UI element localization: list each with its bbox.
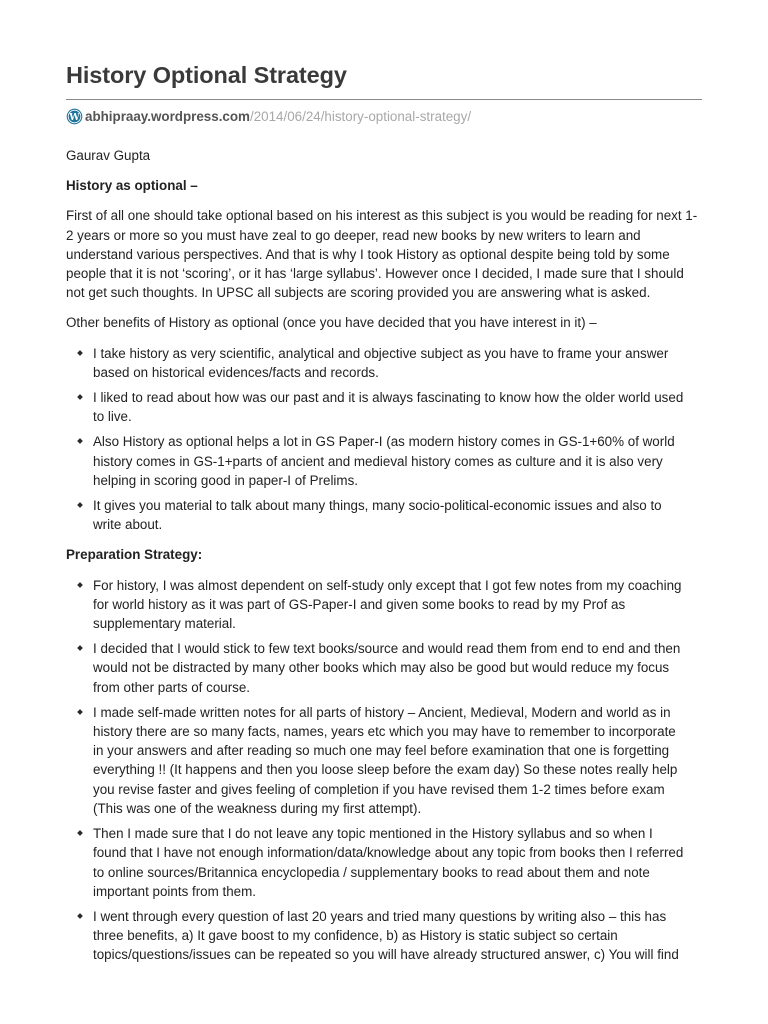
source-domain[interactable]: abhipraay.wordpress.com bbox=[85, 108, 250, 124]
list-item-line: in your answers and after reading so much one may feel before examination that one is forgetting bbox=[93, 743, 670, 759]
list-item-line: would not be distracted by many other books which may also be good but would reduce my focus bbox=[93, 660, 670, 676]
list-item-line: Then I made sure that I do not leave any topic mentioned in the History syllabus and so when I bbox=[93, 826, 653, 842]
list-item bbox=[66, 496, 706, 534]
section-heading-preparation: Preparation Strategy: bbox=[66, 547, 203, 563]
bullet-icon bbox=[77, 830, 83, 836]
source-path[interactable]: /2014/06/24/history-optional-strategy/ bbox=[249, 108, 472, 124]
list-item bbox=[66, 432, 706, 490]
list-item bbox=[66, 824, 706, 901]
list-item-line: I made self-made written notes for all parts of history – Ancient, Medieval, Modern and world as in bbox=[93, 704, 671, 720]
source-link[interactable] bbox=[66, 107, 471, 125]
list-item bbox=[66, 388, 706, 426]
benefits-list bbox=[66, 344, 706, 535]
bullet-icon bbox=[77, 439, 83, 445]
list-item bbox=[66, 639, 706, 697]
bullet-icon bbox=[77, 913, 83, 919]
benefits-intro: Other benefits of History as optional (once you have decided that you have interest in it) – bbox=[66, 315, 597, 331]
list-item bbox=[66, 576, 706, 634]
list-item-line: supplementary material. bbox=[93, 616, 236, 632]
list-item-line: I decided that I would stick to few text books/source and would read them from end to end and then bbox=[93, 641, 681, 657]
bullet-icon bbox=[77, 645, 83, 651]
list-item-line: for world history as it was part of GS-Paper-I and given some books to read by my Prof as bbox=[93, 596, 626, 612]
list-item-line: to live. bbox=[93, 409, 132, 425]
list-item-line: It gives you material to talk about many things, many socio-political-economic issues and also to bbox=[93, 498, 662, 514]
list-item-line: I take history as very scientific, analytical and objective subject as you have to frame your answer bbox=[93, 345, 669, 361]
list-item-line: topics/questions/issues can be repeated so you will have already structured answer, c) You will find bbox=[93, 947, 679, 963]
list-item-line: Also History as optional helps a lot in GS Paper-I (as modern history comes in GS-1+60% of world bbox=[93, 434, 675, 450]
paragraph-line: understand various perspectives. And that is why I took History as optional despite being told by some bbox=[66, 246, 670, 262]
article-body bbox=[66, 146, 706, 976]
list-item-line: from other parts of course. bbox=[93, 679, 251, 695]
list-item-line: based on historical evidences/facts and records. bbox=[93, 364, 379, 380]
title-divider bbox=[66, 99, 702, 100]
bullet-icon bbox=[77, 502, 83, 508]
paragraph-line: 2 years or more so you must have zeal to go deeper, read new books by new writers to learn and bbox=[66, 227, 641, 243]
list-item-line: history there are so many facts, names, years etc which you may have to remember to incorporate bbox=[93, 724, 676, 740]
list-item bbox=[66, 344, 706, 382]
list-item-line: write about. bbox=[93, 517, 163, 533]
list-item-line: three benefits, a) It gave boost to my confidence, b) as History is static subject so certain bbox=[93, 928, 618, 944]
bullet-icon bbox=[77, 350, 83, 356]
bullet-icon bbox=[77, 709, 83, 715]
list-item-line: I went through every question of last 20 years and tried many questions by writing also – this has bbox=[93, 908, 667, 924]
list-item-line: For history, I was almost dependent on self-study only except that I got few notes from my coaching bbox=[93, 577, 682, 593]
list-item-line: I liked to read about how was our past and it is always fascinating to know how the older world used bbox=[93, 390, 684, 406]
list-item bbox=[66, 907, 706, 965]
list-item-line: important points from them. bbox=[93, 883, 256, 899]
preparation-list bbox=[66, 576, 706, 965]
list-item-line: you revise faster and gives feeling of completion if you have revised them 1-2 times before exam bbox=[93, 781, 665, 797]
list-item-line: found that I have not enough information/data/knowledge about any topic from books then I referred bbox=[93, 845, 684, 861]
section-heading-optional: History as optional – bbox=[66, 178, 198, 194]
list-item-line: to online sources/Britannica encyclopedia / supplementary books to read about them and note bbox=[93, 864, 650, 880]
paragraph-line: people that it is not ‘scoring’, or it has ‘large syllabus’. However once I decided, I made sure that I should bbox=[66, 266, 684, 282]
list-item-line: (This was one of the weakness during my first attempt). bbox=[93, 800, 422, 816]
page-title: History Optional Strategy bbox=[66, 62, 347, 88]
bullet-icon bbox=[77, 582, 83, 588]
author-name: Gaurav Gupta bbox=[66, 148, 151, 163]
intro-paragraph bbox=[66, 206, 706, 302]
bullet-icon bbox=[77, 394, 83, 400]
list-item-line: history comes in GS-1+parts of ancient and medieval history comes as culture and it is also very bbox=[93, 453, 663, 469]
list-item bbox=[66, 703, 706, 818]
list-item-line: everything !! (It happens and then you loose sleep before the exam day) So these notes really help bbox=[93, 762, 678, 778]
wordpress-icon bbox=[66, 108, 83, 125]
paragraph-line: not get such thoughts. In UPSC all subjects are scoring provided you are answering what is asked. bbox=[66, 285, 651, 301]
list-item-line: helping in scoring good in paper-I of Prelims. bbox=[93, 472, 358, 488]
paragraph-line: First of all one should take optional based on his interest as this subject is you would be reading for next 1- bbox=[66, 208, 698, 224]
svg-text:W: W bbox=[69, 111, 80, 123]
